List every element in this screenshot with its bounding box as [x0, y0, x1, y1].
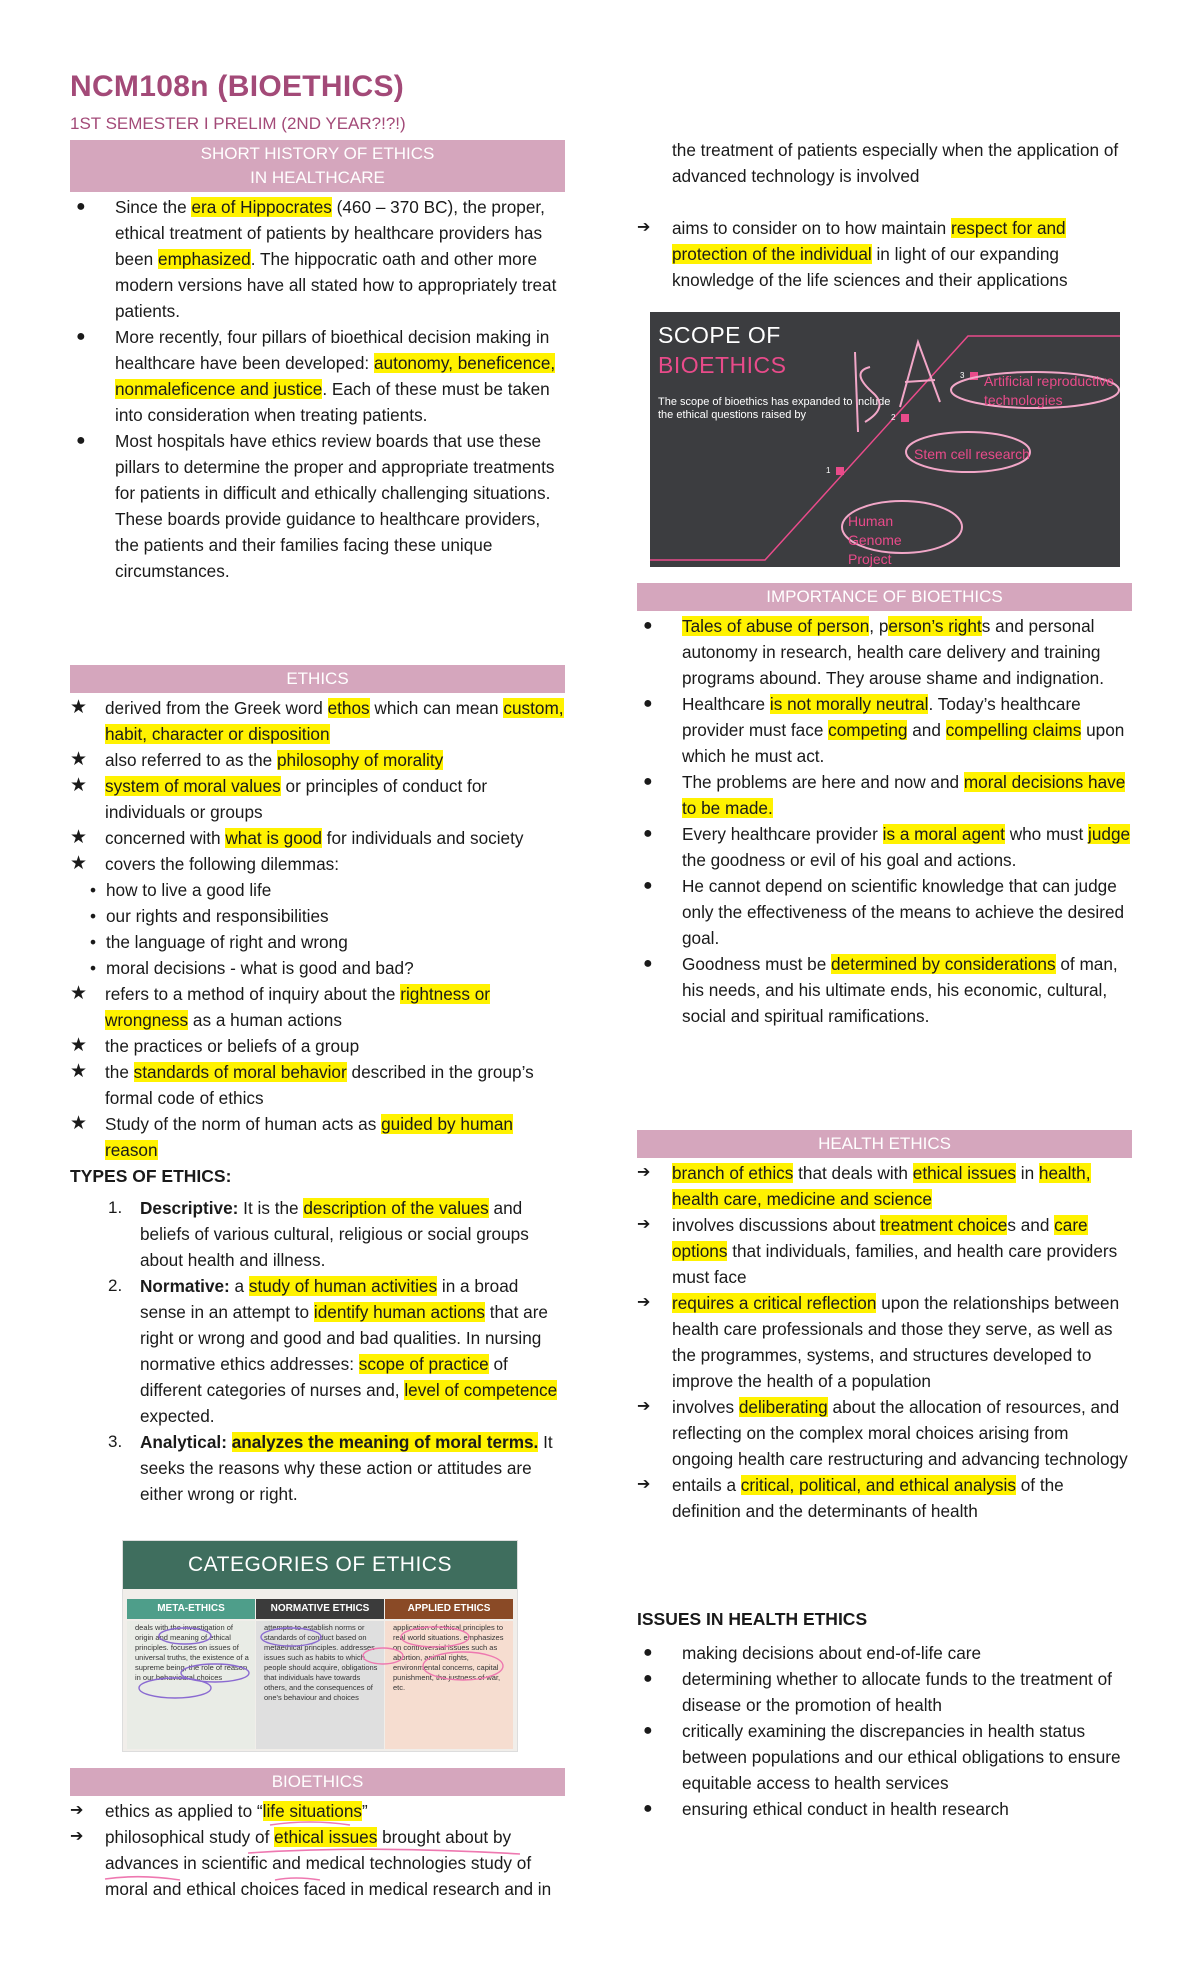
dilemma-item: • how to live a good life [90, 880, 272, 900]
list-item: ★ the standards of moral behavior described in the group’s formal code of ethics [70, 1061, 534, 1108]
highlighted-text: life situations [262, 1801, 363, 1821]
highlighted-text: guided by human reason [105, 1114, 513, 1160]
text-segment: Normative: [140, 1276, 230, 1296]
highlighted-text: care options [672, 1215, 1088, 1261]
text-segment: concerned with [105, 828, 226, 848]
highlighted-text: moral decisions have to be made. [682, 772, 1126, 818]
list-item: ★ system of moral values or principles of conduct for individuals or groups [70, 775, 488, 822]
text-segment: or principles of conduct for individuals or groups [105, 776, 488, 822]
scope-of-bioethics-image: SCOPE OF BIOETHICS The scope of bioethics has expanded to include the ethical questions raised by 3 2 1 Artificial reproductive technologies Stem cell research Human Genome Project [650, 312, 1120, 567]
applied-ethics-text: application of ethical principles to real world situations. emphasizes on controversial issues such as abortion, animal rights, environmental concerns, capital punishment, the justness of war, etc. [393, 1623, 504, 1692]
issues-section [637, 1606, 1132, 1822]
highlighted-text: ethical issues [274, 1827, 378, 1847]
importance-header: IMPORTANCE OF BIOETHICS [637, 583, 1132, 611]
text-segment: More recently, four pillars of bioethical decision making in healthcare have been developed: [115, 327, 550, 373]
highlighted-text: rightness or wrongness [105, 984, 491, 1030]
list-item: 1. Descriptive: It is the description of the values and beliefs of various cultural, religious or social groups about health and illness. [108, 1198, 529, 1270]
document-title: NCM108n (BIOETHICS) [70, 70, 405, 103]
text-segment: the goodness or evil of his goal and actions. [682, 850, 1017, 870]
text-segment: that are right or wrong and good and bad qualities. In nursing normative ethics addresses: [140, 1302, 548, 1374]
text-segment: (460 – 370 BC), the proper, ethical treatment of patients by healthcare providers has been [115, 197, 545, 269]
highlighted-text: judge [1088, 824, 1131, 844]
normative-ethics-text: attempts to establish norms or standards of conduct based on metaethical principles. addresses issues such as habits to which people should acquire, obligations that individuals have towards others, and the consequences of one's behaviour and choices [264, 1623, 378, 1702]
text-segment: s and personal autonomy in research, health care delivery and training programs abound. They arouse shame and indignation. [682, 616, 1105, 688]
text-segment: a [229, 1276, 249, 1296]
text-segment: and beliefs of various cultural, religious or social groups about health and illness. [140, 1198, 529, 1270]
highlighted-text: study of human activities [248, 1276, 438, 1296]
bioethics-continued [637, 137, 1132, 293]
highlighted-text: health, health care, medicine and science [672, 1163, 1091, 1209]
text-segment: upon the relationships between health care professionals and those they serve, as well as the programmes, systems, and structures developed to improve the health of a population [672, 1293, 1120, 1391]
health-ethics-section [637, 1130, 1132, 1524]
text-segment: . The hippocratic oath and other more modern versions have all stated how to appropriately treat patients. [115, 249, 557, 321]
text-segment: about the allocation of resources, and reflecting on the complex moral choices arising from ongoing health care restructuring and advancing technology [672, 1397, 1128, 1469]
health-ethics-list [637, 1160, 1132, 1524]
list-item: ● Tales of abuse of person, person’s rights and personal autonomy in research, health care delivery and training programs abound. They arouse shame and indignation. [643, 616, 1105, 688]
highlighted-text: philosophy of morality [276, 750, 444, 770]
list-item: ● Most hospitals have ethics review boards that use these pillars to determine the proper and appropriate treatments for patients in difficult and ethically challenging situations. These boards provide guidance to healthcare providers, the patients and their families facing these unique circumstances. [76, 431, 555, 581]
list-item: 3. Analytical: analyzes the meaning of moral terms. It seeks the reasons why these action or attitudes are either wrong or right. [108, 1432, 553, 1504]
dilemma-item: • the language of right and wrong [90, 932, 348, 952]
highlighted-text: respect for and protection of the individual [672, 218, 1066, 264]
meta-ethics-label: META-ETHICS [127, 1599, 255, 1619]
highlighted-text: era of Hippocrates [191, 197, 332, 217]
highlighted-text: critical, political, and ethical analysis [740, 1475, 1016, 1495]
history-header: SHORT HISTORY OF ETHICS IN HEALTHCARE [70, 140, 565, 192]
scope-item-3: Artificial reproductive technologies [984, 373, 1114, 408]
text-segment: Analytical: [140, 1432, 227, 1452]
highlighted-text: ethical issues [912, 1163, 1016, 1183]
text-segment: as a human actions [188, 1010, 342, 1030]
text-segment: Every healthcare provider [682, 824, 883, 844]
types-heading: TYPES OF ETHICS: [70, 1166, 232, 1186]
list-item: ➔ involves discussions about treatment choices and care options that individuals, families, and health care providers must face [637, 1215, 1118, 1287]
text-segment: also referred to as the [105, 750, 277, 770]
text-segment: Descriptive: [140, 1198, 239, 1218]
text-segment: upon which he must act. [682, 720, 1125, 766]
text-segment: Healthcare [682, 694, 770, 714]
text-segment: aims to consider on to how maintain [672, 218, 951, 238]
text-segment: that individuals, families, and health care providers must face [672, 1241, 1118, 1287]
ethics-list [70, 695, 565, 1163]
history-list [70, 194, 565, 584]
highlighted-text: is a moral agent [882, 824, 1005, 844]
text-segment: refers to a method of inquiry about the [105, 984, 401, 1004]
text-segment: Since the [115, 197, 192, 217]
bioethics-header: BIOETHICS [70, 1768, 565, 1796]
highlighted-text: determined by considerations [831, 954, 1056, 974]
text-segment: The problems are here and now and [682, 772, 964, 792]
list-item: ● He cannot depend on scientific knowledge that can judge only the effectiveness of the means to achieve the desired goal. [643, 876, 1125, 948]
text-segment: It is the [238, 1198, 304, 1218]
list-item: ● Every healthcare provider is a moral agent who must judge the goodness or evil of his goal and actions. [643, 824, 1131, 870]
bioethics-list-right [637, 215, 1132, 293]
text-segment: and [907, 720, 946, 740]
list-item: ➔ requires a critical reflection upon the relationships between health care professionals and those they serve, as well as the programmes, systems, and structures developed to improve the health of a population [637, 1293, 1120, 1391]
highlighted-text: is not morally neutral [769, 694, 929, 714]
list-item: ● critically examining the discrepancies in health status between populations and our ethical obligations to ensure equitable access to health services [643, 1721, 1121, 1793]
highlighted-text: competing [828, 720, 908, 740]
list-item: ➔ involves deliberating about the allocation of resources, and reflecting on the complex moral choices arising from ongoing health care restructuring and advancing technology [637, 1397, 1128, 1469]
text-segment: , p [869, 616, 889, 636]
applied-ethics-label: APPLIED ETHICS [385, 1599, 513, 1619]
document-subtitle: 1ST SEMESTER I PRELIM (2ND YEAR?!?!) [70, 114, 406, 133]
health-ethics-header: HEALTH ETHICS [637, 1130, 1132, 1158]
importance-list [637, 613, 1132, 1029]
ethics-section [70, 665, 565, 1507]
list-item: ● ensuring ethical conduct in health research [643, 1799, 1009, 1819]
text-segment: in light of our expanding knowledge of the life sciences and their applications [672, 244, 1068, 290]
list-item: ➔ philosophical study of ethical issues brought about by advances in scientific and medical technologies study of moral and ethical choices faced in medical research and in [70, 1824, 565, 1902]
highlighted-text: Tales of abuse of person [682, 616, 870, 636]
scope-title-1: SCOPE OF [658, 322, 781, 348]
list-item: ● More recently, four pillars of bioethical decision making in healthcare have been developed: autonomy, beneficence, nonmaleficence and justice. Each of these must be taken into consideration when treating patients. [76, 327, 556, 425]
text-segment: brought about by advances in scientific and medical technologies study of moral and ethical choices faced in medical research and in [105, 1827, 552, 1899]
text-segment: . Each of these must be taken into consideration when treating patients. [115, 379, 550, 425]
list-item: ★ Study of the norm of human acts as guided by human reason [70, 1113, 513, 1160]
list-item: ★ also referred to as the philosophy of morality [70, 749, 444, 770]
list-item: ● Since the era of Hippocrates (460 – 370 BC), the proper, ethical treatment of patients by healthcare providers has been emphasized. The hippocratic oath and other more modern versions have all stated how to appropriately treat patients. [76, 197, 557, 321]
text-segment: of the definition and the determinants of health [672, 1475, 1064, 1521]
list-item: ● Goodness must be determined by considerations of man, his needs, and his ultimate ends, his economic, cultural, social and spiritual ramifications. [643, 954, 1118, 1026]
list-item: ● determining whether to allocate funds to the treatment of disease or the promotion of health [643, 1669, 1112, 1715]
text-segment: who must [1004, 824, 1089, 844]
text-segment: ethics as applied to “ [105, 1801, 263, 1821]
normative-ethics-label: NORMATIVE ETHICS [256, 1599, 384, 1619]
list-item: ★ refers to a method of inquiry about the rightness or wrongness as a human actions [70, 983, 491, 1030]
list-item: ★ covers the following dilemmas: [70, 853, 340, 874]
list-item: ➔ ethics as applied to “life situations” [70, 1801, 368, 1821]
text-segment: in a broad sense in an attempt to [140, 1276, 519, 1322]
history-section [70, 140, 565, 584]
text-segment: philosophical study of [105, 1827, 275, 1847]
text-segment: Study of the norm of human acts as [105, 1114, 382, 1134]
list-item: ★ derived from the Greek word ethos which can mean custom, habit, character or disposition [70, 697, 564, 744]
list-item: ★ concerned with what is good for individuals and society [70, 827, 524, 848]
highlighted-text: description of the values [303, 1198, 489, 1218]
list-item: ➔ branch of ethics that deals with ethical issues in health, health care, medicine and science [637, 1163, 1091, 1209]
text-segment [227, 1432, 232, 1452]
highlighted-text: standards of moral behavior [133, 1062, 347, 1082]
text-segment: of man, his needs, and his ultimate ends, his economic, cultural, social and spiritual ramifications. [682, 954, 1118, 1026]
text-segment: It seeks the reasons why these action or attitudes are either wrong or right. [140, 1432, 553, 1504]
pen-annotations [123, 1541, 517, 1751]
highlighted-text: erson’s right [888, 616, 982, 636]
text-segment: involves [672, 1397, 739, 1417]
scope-title-2: BIOETHICS [658, 352, 787, 378]
text-segment: Goodness must be [682, 954, 832, 974]
ethics-header: ETHICS [70, 665, 565, 693]
text-segment: the [105, 1062, 134, 1082]
pen-underlines [70, 1796, 565, 1886]
categories-of-ethics-image [122, 1540, 518, 1752]
highlighted-text: what is good [225, 828, 322, 848]
scope-item-1: Human Genome Project [848, 513, 902, 567]
bioethics-continuation [637, 137, 1132, 215]
scope-item-2: Stem cell research [914, 446, 1030, 462]
text-segment: ” [362, 1801, 368, 1821]
issues-heading: ISSUES IN HEALTH ETHICS [637, 1609, 868, 1629]
text-segment: described in the group’s formal code of ethics [105, 1062, 534, 1108]
list-item: ➔ aims to consider on to how maintain respect for and protection of the individual in light of our expanding knowledge of the life sciences and their applications [637, 218, 1068, 290]
text-segment: which can mean [369, 698, 504, 718]
text-segment: entails a [672, 1475, 741, 1495]
highlighted-text: emphasized [158, 249, 251, 269]
list-item: ➔ entails a critical, political, and ethical analysis of the definition and the determinants of health [637, 1475, 1064, 1521]
text-segment: the treatment of patients especially when the application of advanced technology is involved [672, 140, 1119, 186]
list-item: 2. Normative: a study of human activities in a broad sense in an attempt to identify human actions that are right or wrong and good and bad qualities. In nursing normative ethics addresses: scope of practice of different categories of nurses and, level of competence expected. [108, 1276, 558, 1426]
text-segment: that deals with [793, 1163, 913, 1183]
importance-section [637, 583, 1132, 1029]
dilemma-item: • our rights and responsibilities [90, 906, 329, 926]
issues-list [637, 1640, 1132, 1822]
dilemma-item: • moral decisions - what is good and bad? [90, 958, 414, 978]
types-list [70, 1195, 565, 1507]
highlighted-text: treatment choice [880, 1215, 1008, 1235]
text-segment: expected. [140, 1406, 215, 1426]
list-item: ● Healthcare is not morally neutral. Today’s healthcare provider must face competing and compelling claims upon which he must act. [643, 694, 1125, 766]
scope-description: The scope of bioethics has expanded to include the ethical questions raised by [658, 396, 891, 421]
list-item: ● making decisions about end-of-life care [643, 1643, 982, 1663]
highlighted-text: analyzes the meaning of moral terms. [231, 1432, 539, 1452]
highlighted-text: deliberating [738, 1397, 828, 1417]
highlighted-text: autonomy, beneficence, nonmaleficence and justice [115, 353, 556, 399]
highlighted-text: scope of practice [358, 1354, 489, 1374]
highlighted-text: custom, habit, character or disposition [105, 698, 564, 744]
text-segment: in [1015, 1163, 1039, 1183]
bioethics-section [70, 1768, 565, 1902]
highlighted-text: compelling claims [945, 720, 1082, 740]
highlighted-text: identify human actions [313, 1302, 485, 1322]
text-segment: . Today’s healthcare provider must face [682, 694, 1081, 740]
text-segment: involves discussions about [672, 1215, 881, 1235]
highlighted-text: level of competence [404, 1380, 558, 1400]
text-segment: for individuals and society [321, 828, 524, 848]
text-segment: s and [1007, 1215, 1055, 1235]
list-item: ● The problems are here and now and moral decisions have to be made. [643, 772, 1126, 818]
text-segment: derived from the Greek word [105, 698, 328, 718]
text-segment: of different categories of nurses and, [140, 1354, 508, 1400]
categories-title: CATEGORIES OF ETHICS [123, 1541, 517, 1589]
list-item: ★ the practices or beliefs of a group [70, 1035, 360, 1056]
meta-ethics-text: deals with the investigation of origin and meaning of ethical principles. focuses on issues of universal truths, the existence of a supreme being, the role of reason in our behavioural choices [135, 1623, 249, 1682]
highlighted-text: branch of ethics [672, 1163, 794, 1183]
highlighted-text: requires a critical reflection [672, 1293, 877, 1313]
highlighted-text: ethos [327, 698, 370, 718]
highlighted-text: system of moral values [105, 776, 281, 796]
